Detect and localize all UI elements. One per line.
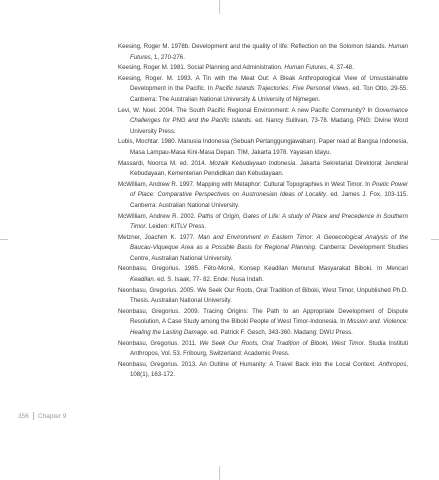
reference-text: Massardi, Noorca M. ed. 2014. (118, 159, 210, 167)
page-number: 356 (18, 412, 29, 420)
reference-text: Keesing, Roger M. 1981. Social Planning and Administration. (118, 64, 285, 72)
crop-mark-left (0, 239, 8, 240)
reference-title: Mission and. Violence: Healing the Lasting Damage (130, 318, 408, 337)
reference-text: . Studia Instituti Anthropos, Vol. 53. Fribourg, Switzerland: Academic Press. (130, 339, 408, 358)
reference-text: Neonbasu, Gregorius. 2011. (118, 339, 200, 347)
reference-entry (118, 42, 408, 63)
reference-text: Lubis, Mochtar. 1980. Manusia Indonesia (Sebuah Pertanggungjawaban). Paper read at Bangsa Indonesia, Masa Lampau-Masa Kini-Masa Depan. TIM, Jakarta 1978. Yayasan Idayu. (118, 138, 408, 156)
reference-entry (118, 264, 408, 285)
reference-entry (118, 360, 408, 381)
reference-title: Poetic Power of Place: Comparative Perspectives on Austronesian Ideas of Locality (130, 180, 409, 199)
crop-mark-bottom (219, 466, 220, 480)
reference-entry (118, 286, 408, 307)
reference-title: Mencari Keadilan (130, 265, 408, 284)
crop-mark-right (431, 239, 439, 240)
reference-title: Governance Challenges for PNG and the Pacific Islands (130, 106, 408, 125)
reference-text: . ed. S. Isaak, 77- 82. Ende: Nusa Indah. (153, 276, 264, 284)
reference-text: . ed. James J. Fox, 103-115. Canberra: Australian National University. (130, 191, 408, 209)
reference-text: Neonbasu, Gregorius. 2005. We Seek Our Roots, Oral Tradition of Biboki, West Timor, Unpublished Ph.D. Thesis. Australian National University. (118, 286, 408, 305)
reference-entry (118, 137, 408, 158)
reference-text: Neonbasu, Gregorius. 1985. Fēto-Monē, Konsep Keadilan Menurut Masyarakat Biboki. In (118, 265, 387, 273)
reference-text: Keesing, Roger. M. 1993. A Tin with the Meat Out: A Bleak Anthropological View of Unsustainable Development in the Pacific. In (118, 74, 408, 93)
reference-text: Metzner, Joachim K. 1977. (118, 233, 199, 241)
reference-entry (118, 339, 408, 360)
reference-text: . ed. Ton Otto, 29-55. Canberra: The Australian National University & University of Nijmegen. (130, 85, 408, 103)
reference-text: . Leiden: KITLV Press. (145, 223, 207, 231)
reference-text: , 4, 37-48. (326, 64, 354, 72)
reference-text: Levi, W. Noel. 2004. The South Pacific Regional Environment: A new Pacific Community? In (118, 106, 375, 114)
reference-list (118, 42, 408, 381)
reference-entry (118, 180, 408, 212)
reference-entry (118, 159, 408, 180)
reference-title: Man and Environment in Eastern Timor: A Geoecological Analysis of the Baucau-Viqueque Area as a Possible Basis for Regional Planning (130, 233, 408, 252)
crop-mark-top (219, 0, 220, 14)
reference-entry (118, 74, 408, 106)
reference-title: Mozaik Kebudayaan Indonesia (209, 159, 296, 167)
reference-text: . Jakarta Sekretariat Direktorat Jenderal Kebudayaan, Kementerian Pendidikan dan Kebudayaan. (130, 159, 409, 178)
reference-title: We Seek Our Roots, Oral Tradition of Biboki, West Timor (199, 339, 364, 347)
reference-entry (118, 212, 408, 233)
reference-text: . Canberra: Development Studies Centre, Australian National University. (130, 244, 408, 262)
reference-entry (118, 63, 408, 74)
reference-title: Pacific Islands Trajectories: Five Personal Views (215, 85, 349, 93)
reference-entry (118, 307, 408, 339)
reference-text: , 1, 270-276. (150, 53, 185, 61)
reference-text: . ed. Patrick F. Gesch, 343-360. Madang: DWU Press. (206, 329, 353, 337)
reference-text: Neonbasu, Gregorius. 2009. Tracing Origins: The Path to an Appropriate Development of Dispute Resolution, A Case Study among the Biboki People of West Timor-Indonesia. In (118, 307, 408, 326)
reference-title: Anthropos (378, 360, 407, 368)
reference-text: Neonbasu, Gregorius. 2013. An Outline of Humanity: A Travel Back into the Local Context. (118, 360, 379, 368)
reference-text: McWilliam, Andrew R. 1997. Mapping with Metaphor: Cultural Topographies in West Timor. In (118, 180, 372, 188)
page-footer (18, 412, 66, 420)
reference-title: Human Futures (284, 64, 327, 72)
reference-entry (118, 233, 408, 265)
footer-divider (33, 412, 34, 420)
chapter-label: Chapter 9 (37, 412, 67, 420)
reference-title: Human Futures (130, 43, 408, 61)
reference-entry (118, 106, 408, 138)
reference-text: , 108(1), 163-172. (130, 360, 408, 379)
reference-text: Keesing, Roger M. 1978b. Development and the quality of life: Reflection on the Solomon Islands. (118, 43, 389, 50)
reference-text: McWilliam, Andrew R. 2002. (118, 212, 198, 220)
reference-text: . ed. Nancy Sullivan, 73-78. Madang, PNG: Divine Word University Press. (130, 117, 408, 135)
reference-title: Paths of Origin, Gates of Life: A study of Place and Precedence in Southern Timor (130, 212, 408, 231)
